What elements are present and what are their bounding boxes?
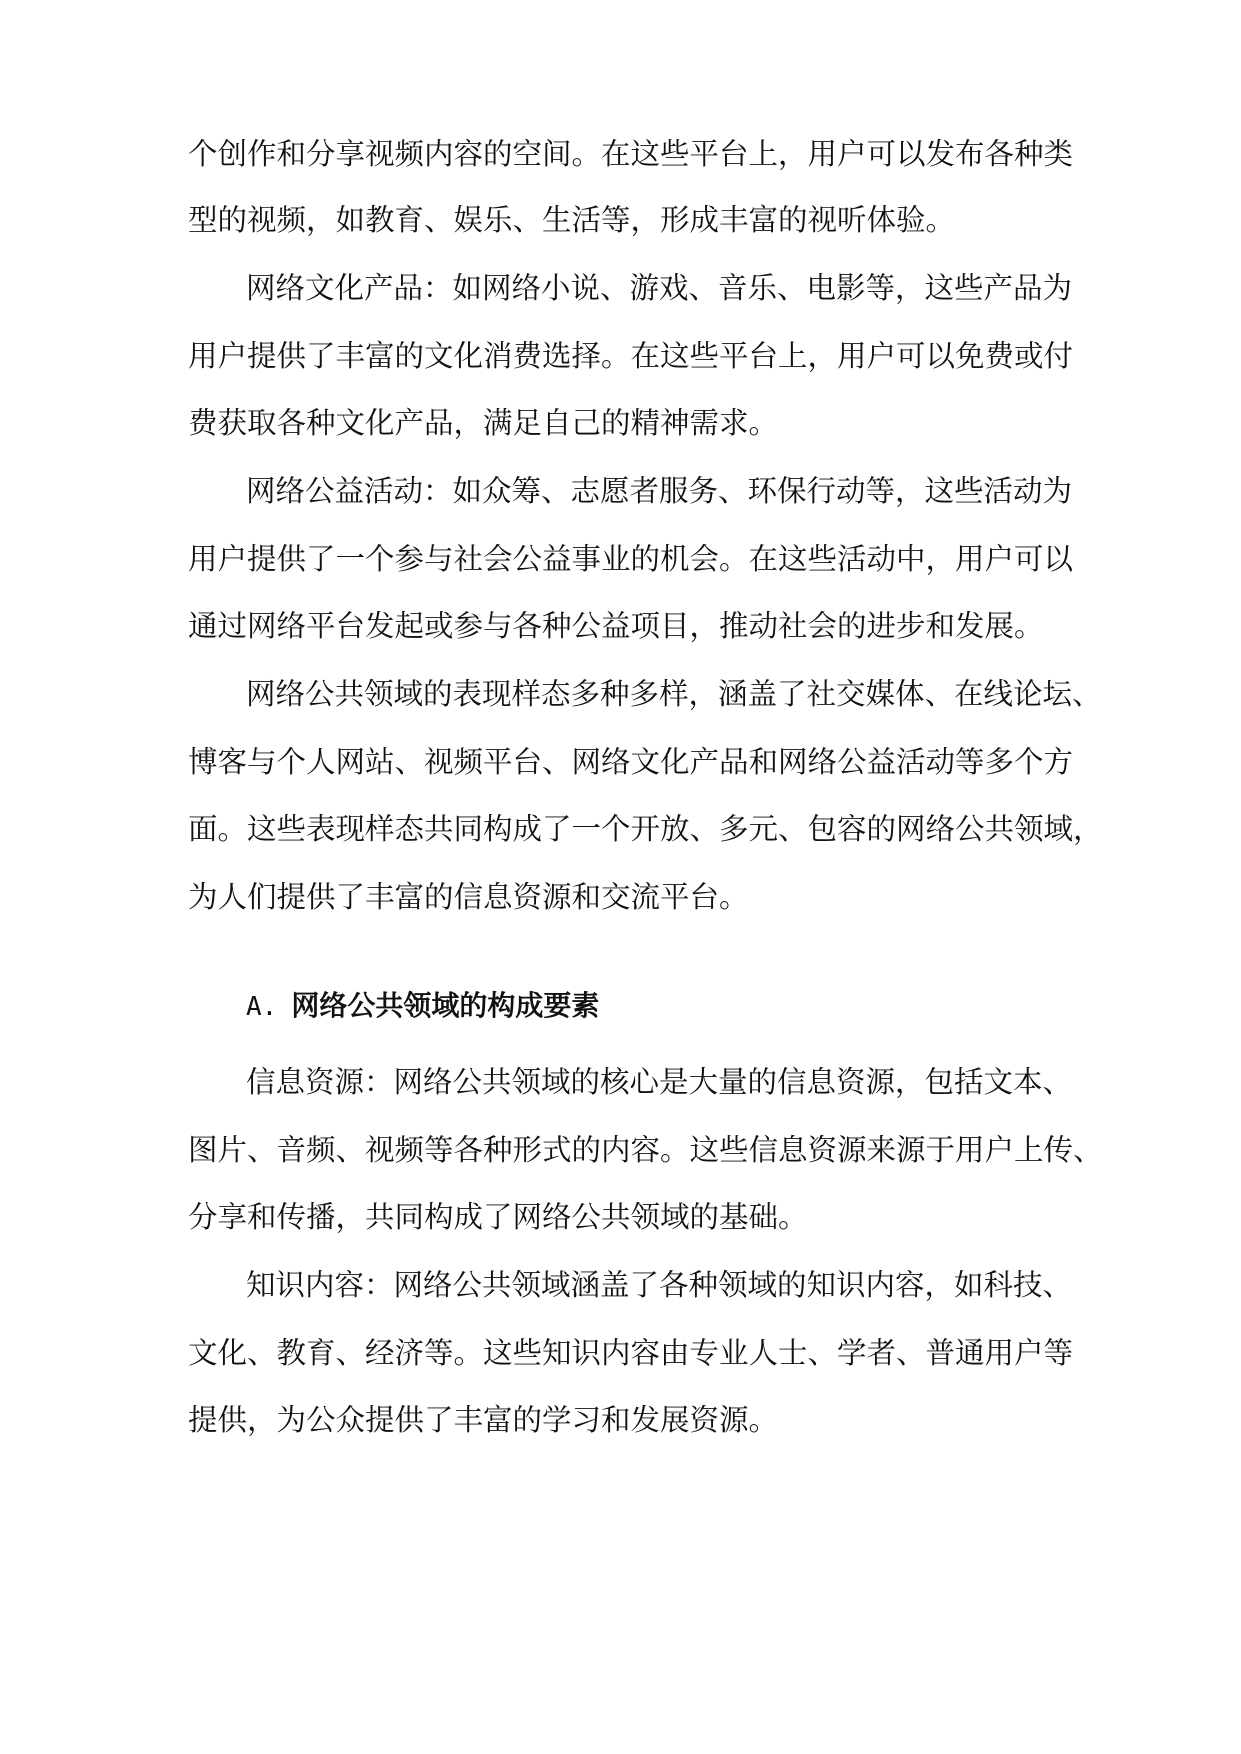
paragraph-4-line-4: 为人们提供了丰富的信息资源和交流平台。 (188, 880, 749, 914)
paragraph-2-line-2: 用户提供了丰富的文化消费选择。在这些平台上，用户可以免费或付 (188, 339, 1074, 373)
section-heading (246, 986, 599, 1026)
paragraph-4-line-2: 博客与个人网站、视频平台、网络文化产品和网络公益活动等多个方 (188, 745, 1074, 779)
paragraph-1-line-1: 个创作和分享视频内容的空间。在这些平台上，用户可以发布各种类 (188, 137, 1074, 171)
paragraph-5-line-2: 图片、音频、视频等各种形式的内容。这些信息资源来源于用户上传、 (188, 1133, 1103, 1167)
paragraph-4-line-3: 面。这些表现样态共同构成了一个开放、多元、包容的网络公共领域， (188, 812, 1103, 846)
paragraph-4-line-1: 网络公共领域的表现样态多种多样，涵盖了社交媒体、在线论坛、 (246, 677, 1102, 711)
paragraph-2-line-3: 费获取各种文化产品，满足自己的精神需求。 (188, 406, 779, 440)
paragraph-6-line-1: 知识内容：网络公共领域涵盖了各种领域的知识内容，如科技、 (246, 1268, 1073, 1302)
section-title: 网络公共领域的构成要素 (291, 989, 600, 1022)
paragraph-5-line-3: 分享和传播，共同构成了网络公共领域的基础。 (188, 1200, 808, 1234)
paragraph-2-line-1: 网络文化产品：如网络小说、游戏、音乐、电影等，这些产品为 (246, 271, 1073, 305)
paragraph-3-line-1: 网络公益活动：如众筹、志愿者服务、环保行动等，这些活动为 (246, 474, 1073, 508)
paragraph-6-line-3: 提供，为公众提供了丰富的学习和发展资源。 (188, 1403, 779, 1437)
paragraph-3-line-3: 通过网络平台发起或参与各种公益项目，推动社会的进步和发展。 (188, 609, 1044, 643)
section-number: A. (246, 992, 278, 1022)
paragraph-3-line-2: 用户提供了一个参与社会公益事业的机会。在这些活动中，用户可以 (188, 542, 1074, 576)
paragraph-1-line-2: 型的视频，如教育、娱乐、生活等，形成丰富的视听体验。 (188, 203, 956, 237)
paragraph-5-line-1: 信息资源：网络公共领域的核心是大量的信息资源，包括文本、 (246, 1065, 1073, 1099)
paragraph-6-line-2: 文化、教育、经济等。这些知识内容由专业人士、学者、普通用户等 (188, 1336, 1074, 1370)
